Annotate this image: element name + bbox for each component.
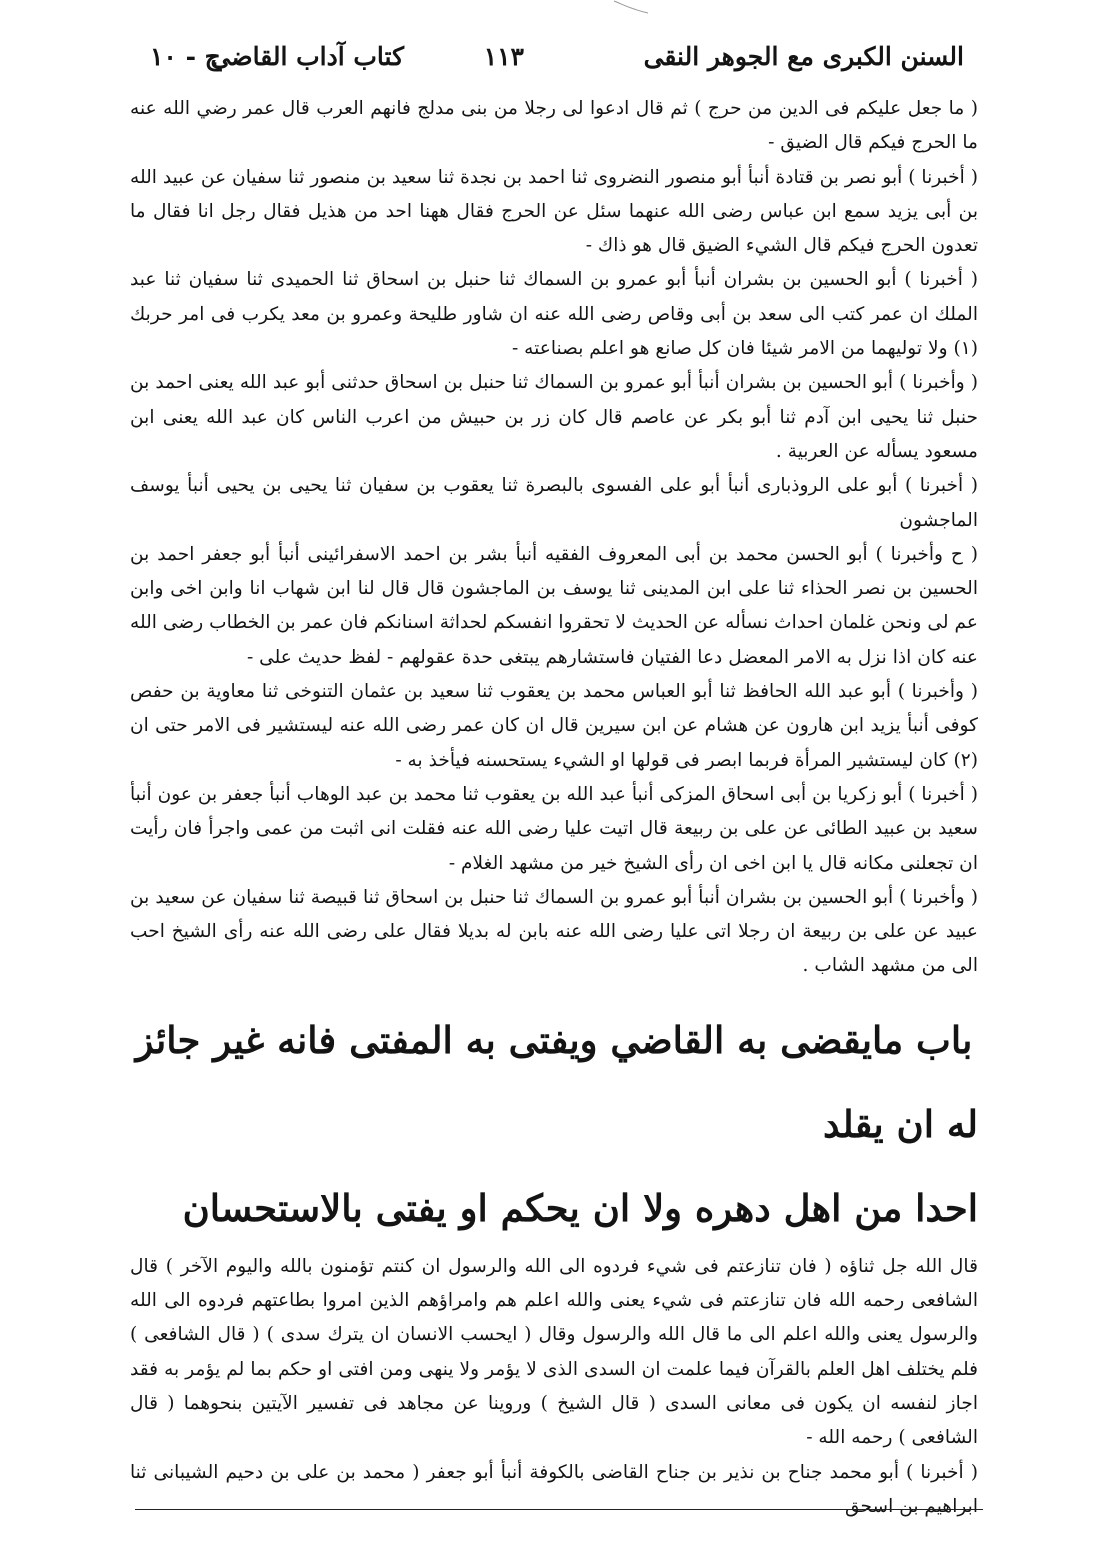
running-header [150,40,964,80]
paragraph: ( ما جعل عليكم فى الدين من حرج ) ثم قال ادعوا لى رجلا من بنى مدلج فانهم العرب قال عمر رضي الله عنه ما الحرج فيكم قال الضيق - [130,98,978,154]
header-volume: ج - ١٠ [150,42,221,71]
paragraph: ( وأخبرنا ) أبو الحسين بن بشران أنبأ أبو عمرو بن السماك ثنا حنبل بن اسحاق ثنا قبيصة ثنا سفيان عن سعيد بن عبيد عن على بن ربيعة ان رجلا اتى عليا رضى الله عنه بابن له بديلا فقال على رضى الله عنه رأى الشيخ احب الى من مشهد الشاب . [130,886,978,977]
paragraph: ( وأخبرنا ) أبو عبد الله الحافظ ثنا أبو العباس محمد بن يعقوب ثنا سعيد بن عثمان التنوخى ثنا معاوية بن حفص كوفى أنبأ يزيد ابن هارون عن هشام عن ابن سيرين قال ان كان عمر رضى الله عنه ليستشير فى الامر حتى ان (٢) كان ليستشير المرأة فربما ابصر فى قولها او الشيء يستحسنه فيأخذ به - [130,681,978,771]
scan-artifact-mark [612,0,652,14]
header-page-number: ١١٣ [483,42,524,71]
footnote-divider [135,1509,983,1510]
paragraph: قال الله جل ثناؤه ( فان تنازعتم فى شيء فردوه الى الله والرسول ان كنتم تؤمنون بالله واليوم الآخر ) قال الشافعى رحمه الله فان تنازعتم فى شيء يعنى والله اعلم هم وامراؤهم الذين امروا بطاعتهم فردوه الى الله والرسول يعنى والله اعلم الى ما قال الله والرسول وقال ( ايحسب الانسان ان يترك سدى ) ( قال الشافعى ) فلم يختلف اهل العلم بالقرآن فيما علمت ان السدى الذى لا يؤمر ولا ينهى ومن افتى او حكم بما لم يؤمر به فقد اجاز لنفسه ان يكون فى معانى السدى ( قال الشيخ ) وروينا عن مجاهد فى تفسير الآيتين بنحوهما ( قال الشافعى ) رحمه الله - [130,1255,979,1449]
chapter-heading [130,998,978,1250]
paragraph: ( ح وأخبرنا ) أبو الحسن محمد بن أبى المعروف الفقيه أنبأ بشر بن احمد الاسفرائينى أنبأ أبو جعفر احمد بن الحسين بن نصر الحذاء ثنا على ابن المدينى ثنا يوسف بن الماجشون قال قال لنا ابن شهاب انا وابن اخى وابن عم لى ونحن غلمان احداث نسأله عن الحديث لا تحقروا انفسكم لحداثة اسنانكم فان عمر بن الخطاب رضى الله عنه كان اذا نزل به الامر المعضل دعا الفتيان فاستشارهم يبتغى حدة عقولهم - لفظ حديث على - [130,543,979,668]
paragraph: ( أخبرنا ) أبو على الروذبارى أنبأ أبو على الفسوى بالبصرة ثنا يعقوب بن سفيان ثنا يحيى بن يحيى أنبأ يوسف الماجشون [130,475,978,531]
paragraph: ( أخبرنا ) أبو الحسين بن بشران أنبأ أبو عمرو بن السماك ثنا حنبل بن اسحاق ثنا الحميدى ثنا سفيان ثنا عبد الملك ان عمر كتب الى سعد بن أبى وقاص رضى الله عنه ان شاور طليحة وعمرو بن معد يكرب فى امر حربك (١) ولا توليهما من الامر شيئا فان كل صانع هو اعلم بصناعته - [130,269,978,360]
paragraph: ( أخبرنا ) أبو محمد جناح بن نذير بن جناح القاضى بالكوفة أنبأ أبو جعفر ( محمد بن على بن دحيم الشيبانى ثنا ابراهيم بن اسحق [130,1461,978,1517]
header-chapter-title: كتاب آداب القاضي [210,42,404,71]
page-body [130,92,978,1524]
paragraph: ( أخبرنا ) أبو نصر بن قتادة أنبأ أبو منصور النضروى ثنا احمد بن نجدة ثنا سعيد بن منصور ثنا سفيان عن عبيد الله بن أبى يزيد سمع ابن عباس رضى الله عنهما سئل عن الحرج فقال ههنا احد من هذيل فقال رجل انا فقال ما تعدون الحرج فيكم قال الشيء الضيق قال هو ذاك - [130,166,978,257]
paragraph: ( أخبرنا ) أبو زكريا بن أبى اسحاق المزكى أنبأ عبد الله بن يعقوب ثنا محمد بن عبد الوهاب أنبأ جعفر بن عون أنبأ سعيد بن عبيد الطائى عن على بن ربيعة قال اتيت عليا رضى الله عنه فقلت انى اثبت من عمى واجرأ فان رأيت ان تجعلنى مكانه قال يا ابن اخى ان رأى الشيخ خير من مشهد الغلام - [130,783,978,874]
chapter-heading-line: باب مايقضى به القاضي ويفتى به المفتى فانه غير جائز له ان يقلد [135,1017,978,1146]
paragraph: ( وأخبرنا ) أبو الحسين بن بشران أنبأ أبو عمرو بن السماك ثنا حنبل بن اسحاق حدثنى أبو عبد الله يعنى احمد بن حنبل ثنا يحيى ابن آدم ثنا أبو بكر عن عاصم قال كان زر بن حبيش من اعرب الناس كان عبد الله يعنى ابن مسعود يسأله عن العربية . [130,372,978,462]
header-book-title: السنن الكبرى مع الجوهر النقى [643,42,964,71]
chapter-heading-line: احدا من اهل دهره ولا ان يحكم او يفتى بالاستحسان [182,1185,978,1230]
